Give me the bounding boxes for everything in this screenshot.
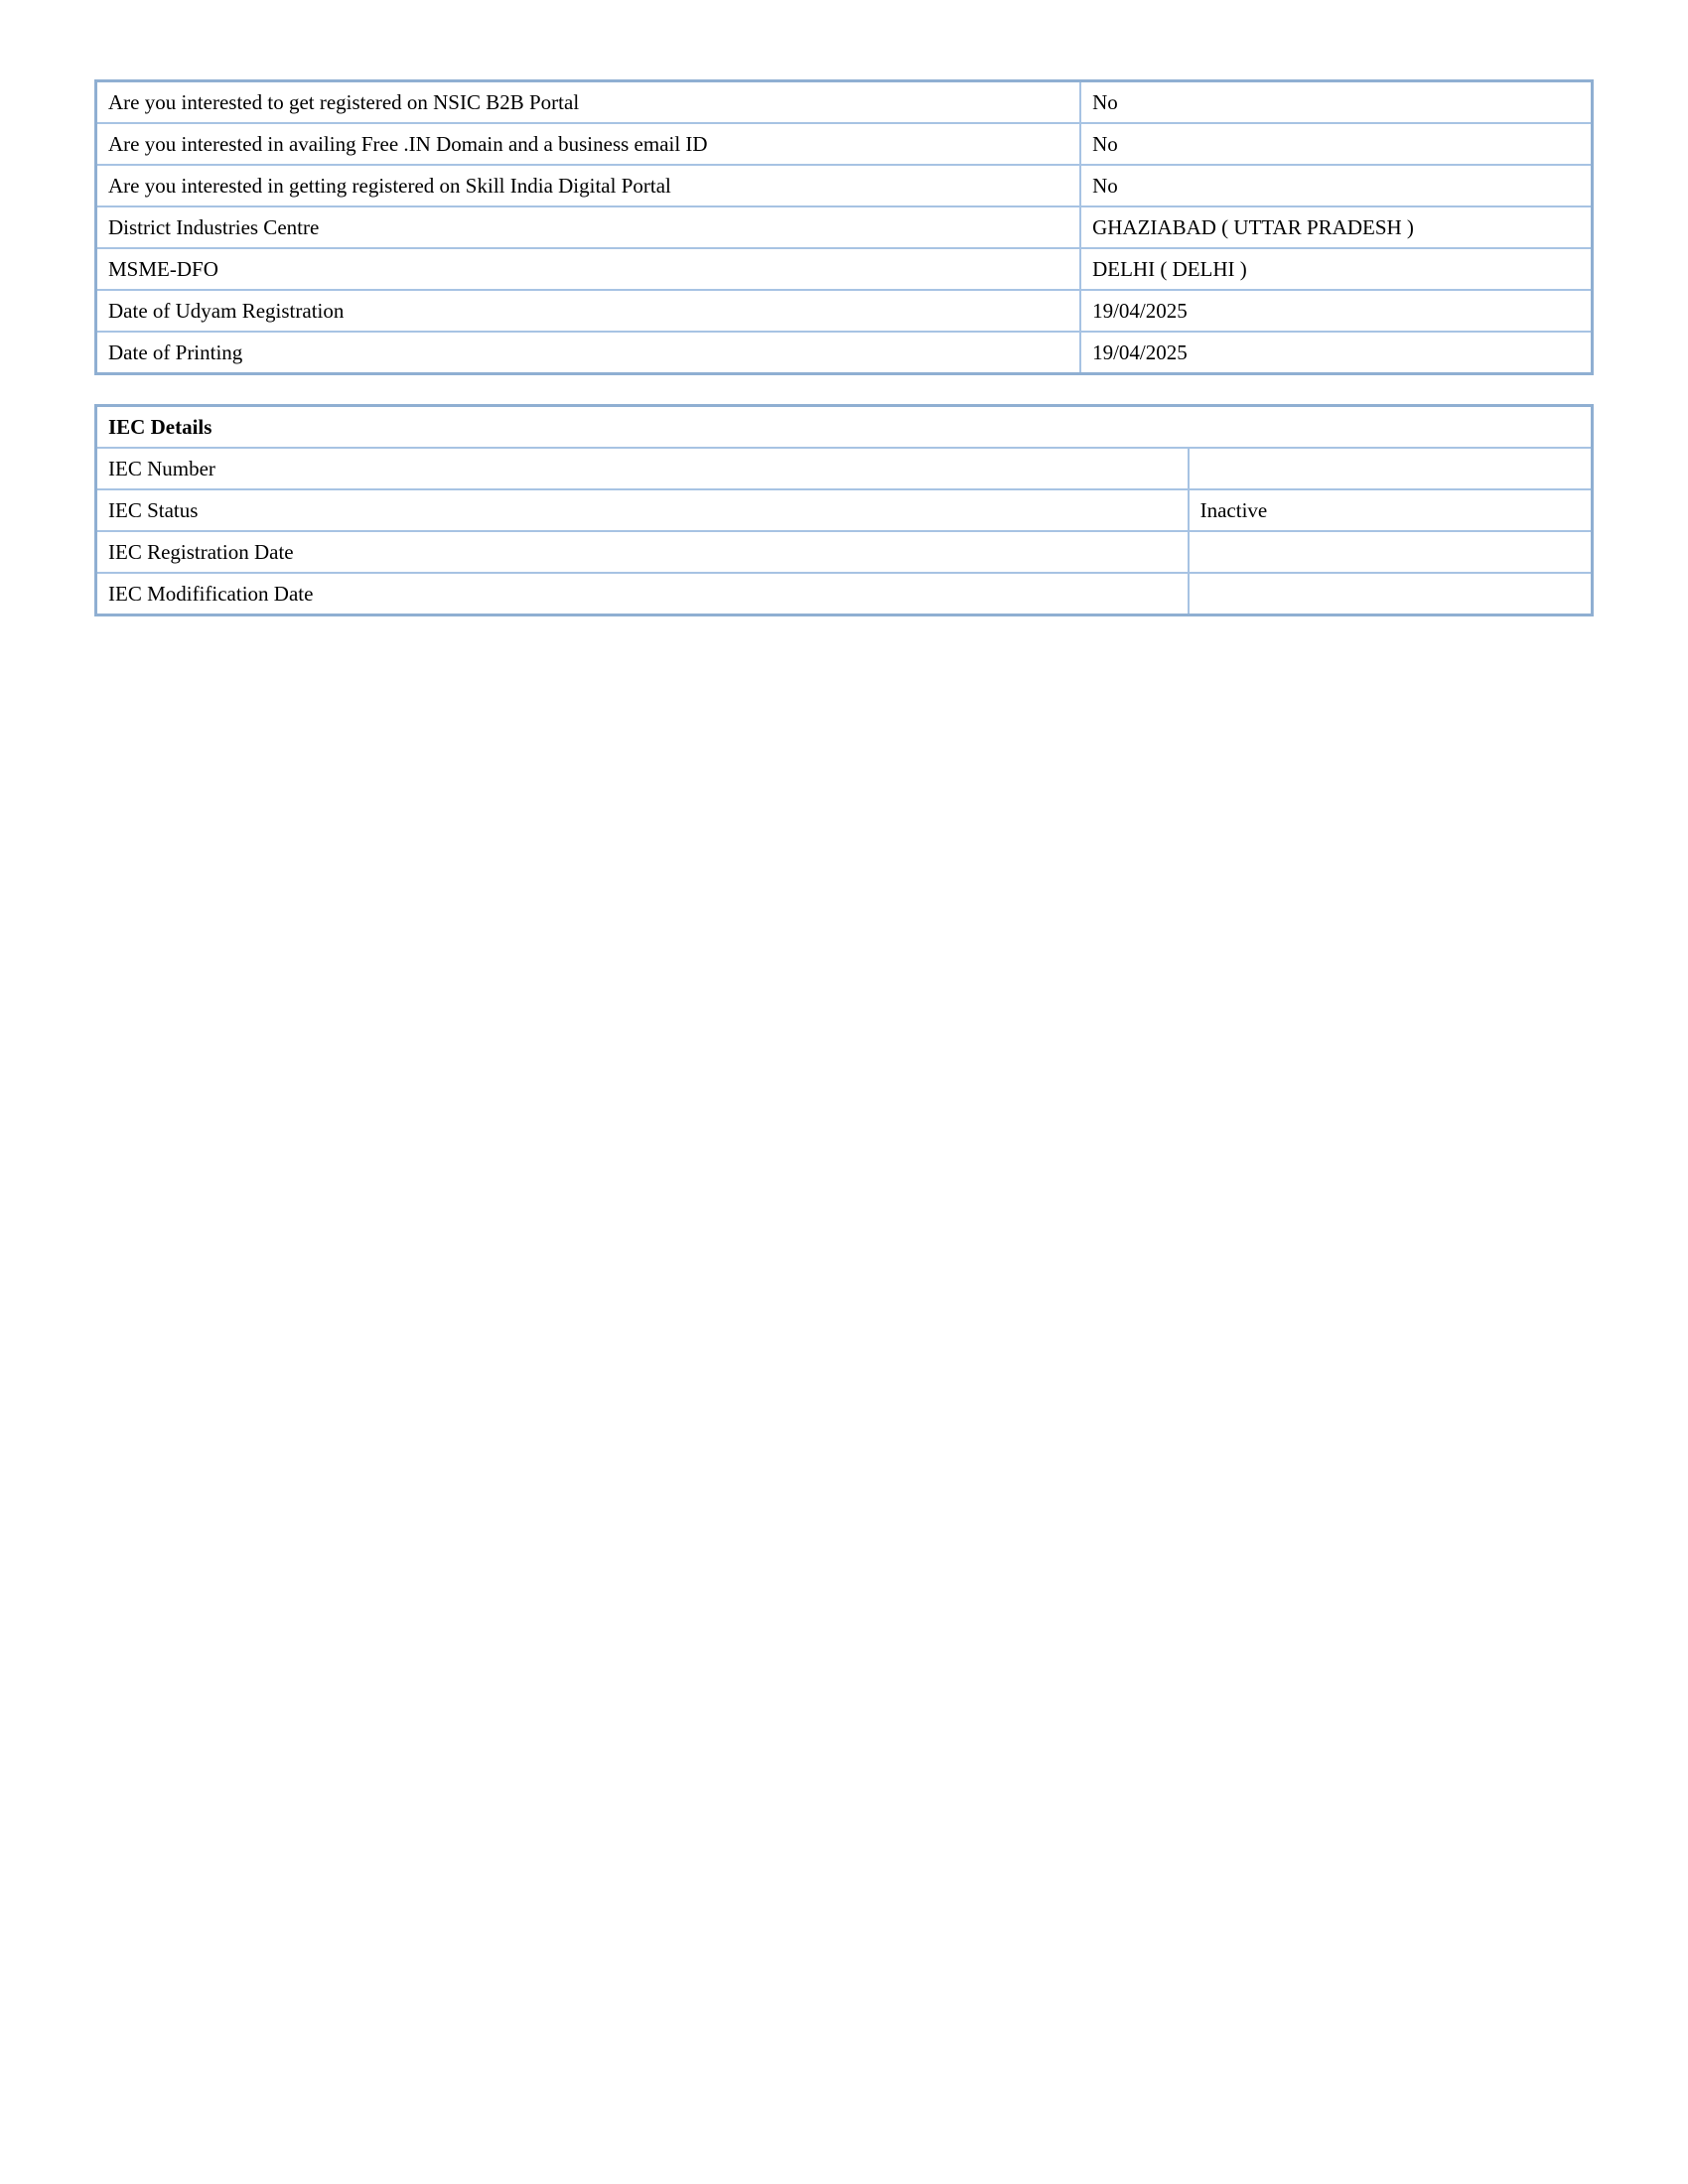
row-value-cell: No xyxy=(1080,165,1592,206)
row-value-cell: No xyxy=(1080,123,1592,165)
row-label-cell: IEC Number xyxy=(96,448,1189,489)
iec-details-table xyxy=(94,404,1594,616)
document-content xyxy=(94,79,1594,616)
row-label-cell: IEC Status xyxy=(96,489,1189,531)
row-value-cell xyxy=(1189,531,1593,573)
table-row xyxy=(96,81,1593,124)
table-row xyxy=(96,206,1593,248)
row-value-cell: No xyxy=(1080,81,1592,124)
row-value-cell xyxy=(1189,448,1593,489)
row-label-cell: Are you interested in getting registered on Skill India Digital Portal xyxy=(96,165,1081,206)
table-row xyxy=(96,248,1593,290)
table-row xyxy=(96,531,1593,573)
table-header-row xyxy=(96,406,1593,449)
table-row xyxy=(96,290,1593,332)
row-label-cell: Date of Udyam Registration xyxy=(96,290,1081,332)
row-label-cell: Date of Printing xyxy=(96,332,1081,374)
row-value-cell xyxy=(1189,573,1593,615)
table-row xyxy=(96,448,1593,489)
row-value-cell: DELHI ( DELHI ) xyxy=(1080,248,1592,290)
table-row xyxy=(96,165,1593,206)
row-label-cell: Are you interested in availing Free .IN Domain and a business email ID xyxy=(96,123,1081,165)
row-label-cell: IEC Modifification Date xyxy=(96,573,1189,615)
row-label-cell: Are you interested to get registered on NSIC B2B Portal xyxy=(96,81,1081,124)
table-row xyxy=(96,573,1593,615)
row-label-cell: MSME-DFO xyxy=(96,248,1081,290)
row-value-cell: 19/04/2025 xyxy=(1080,290,1592,332)
row-label-cell: IEC Registration Date xyxy=(96,531,1189,573)
row-value-cell: Inactive xyxy=(1189,489,1593,531)
registration-details-table xyxy=(94,79,1594,375)
row-value-cell: 19/04/2025 xyxy=(1080,332,1592,374)
row-label-cell: District Industries Centre xyxy=(96,206,1081,248)
table-row xyxy=(96,123,1593,165)
table-row xyxy=(96,489,1593,531)
table-row xyxy=(96,332,1593,374)
row-value-cell: GHAZIABAD ( UTTAR PRADESH ) xyxy=(1080,206,1592,248)
iec-details-section-title: IEC Details xyxy=(96,406,1593,449)
